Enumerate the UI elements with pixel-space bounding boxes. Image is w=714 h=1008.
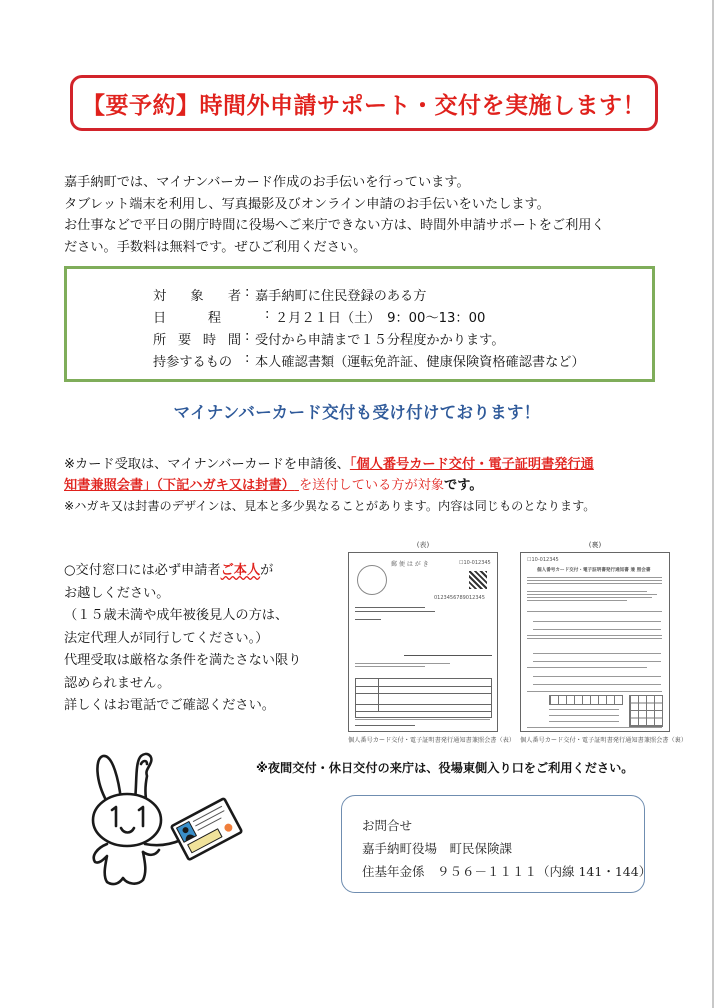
contact-box [341,795,652,893]
info-separator: : [265,307,270,322]
counter-notice-line: ○交付窓口には必ず申請者ご本人が [64,563,274,578]
intro-line: お仕事などで平日の開庁時間に役場へご来庁できない方は、時間外申請サポートをご利用く [64,218,605,233]
notice-line-2: 知書兼照会書」（下記ハガキ又は封書） を送付している方が対象です。 [64,478,483,493]
event-info-box [64,266,655,382]
info-row-target [153,285,426,304]
qr-code-icon [469,571,487,589]
intro-line: 嘉手納町では、マイナンバーカード作成のお手伝いを行っています。 [64,175,470,190]
info-row-schedule [153,307,485,326]
sample-back-caption: 個人番号カード交付・電子証明書発行通知書兼照会書（裏） [520,737,688,744]
counter-notice-line: 認められません。 [64,675,171,691]
info-value: ２月２１日（土） 9：00〜13：00 [275,311,486,326]
contact-heading: お問合せ [362,818,413,833]
info-separator: : [245,285,250,300]
sample-back-label: (裏) [588,541,602,549]
info-row-duration [153,329,505,348]
info-separator: : [245,329,250,344]
counter-notice-line: （１５歳未満や成年被後見人の方は、 [64,608,289,623]
info-value: 本人確認書類（運転免許証、健康保険資格確認書など） [255,355,585,370]
title-banner [70,75,658,131]
intro-paragraph [64,172,664,258]
info-label: 日 程 [153,311,221,326]
info-row-items [153,351,585,370]
info-value: 受付から申請まで１５分程度かかります。 [255,333,505,348]
mascot-rabbit-icon [85,752,245,892]
postcard-back-image: ☐10-012345 個人番号カード交付・電子証明書発行通知書 兼 照会書 [520,552,670,732]
counter-notice [64,560,344,718]
notice-document-name: 「個人番号カード交付・電子証明書発行通 [349,457,594,472]
sample-postcard-back [520,540,688,744]
intro-line: タブレット端末を利用し、写真撮影及びオンライン申請のお手伝いをいたします。 [64,196,550,212]
evening-entrance-note: ※夜間交付・休日交付の来庁は、役場東側入り口をご利用ください。 [256,761,634,775]
sample-front-label: (表) [416,541,430,549]
sample-postcard-front [348,540,516,744]
in-person-emphasis: ご本人 [220,563,261,578]
info-label: 対 象 者 [153,289,241,304]
counter-notice-line: 詳しくはお電話でご確認ください。 [64,698,275,713]
stamp-icon [357,565,387,595]
contact-phone[interactable]: 住基年金係 ９５６－１１１１（内線 141・144） [362,864,652,879]
postcard-info-table [355,678,492,718]
info-label: 持参するもの [153,355,233,370]
notice-line-3: ※ハガキ又は封書のデザインは、見本と多少異なることがあります。内容は同じものとなります。 [64,499,596,513]
page-title: 【要予約】時間外申請サポート・交付を実施します！ [82,92,646,119]
info-label: 所 要 時 間 [153,333,241,348]
postcard-front-image: 郵 便 は が き ☐10-012345 0123456789012345 [348,552,498,732]
eligibility-notice [64,454,684,517]
contact-office: 嘉手納町役場 町民保険課 [362,841,513,856]
counter-notice-line: お越しください。 [64,585,170,601]
card-issuance-heading: マイナンバーカード交付も受け付けております！ [173,403,541,422]
sample-front-caption: 個人番号カード交付・電子証明書発行通知書兼照会書（表） [348,737,516,744]
info-separator: : [245,351,250,366]
intro-line: ださい。手数料は無料です。ぜひご利用ください。 [64,239,367,255]
counter-notice-line: 法定代理人が同行してください。） [64,630,269,646]
info-value: 嘉手納町に住民登録のある方 [255,289,427,304]
counter-notice-line: 代理受取は厳格な条件を満たさない限り [64,653,302,668]
notice-line-1: ※カード受取は、マイナンバーカードを申請後、「個人番号カード交付・電子証明書発行通 [64,457,594,472]
